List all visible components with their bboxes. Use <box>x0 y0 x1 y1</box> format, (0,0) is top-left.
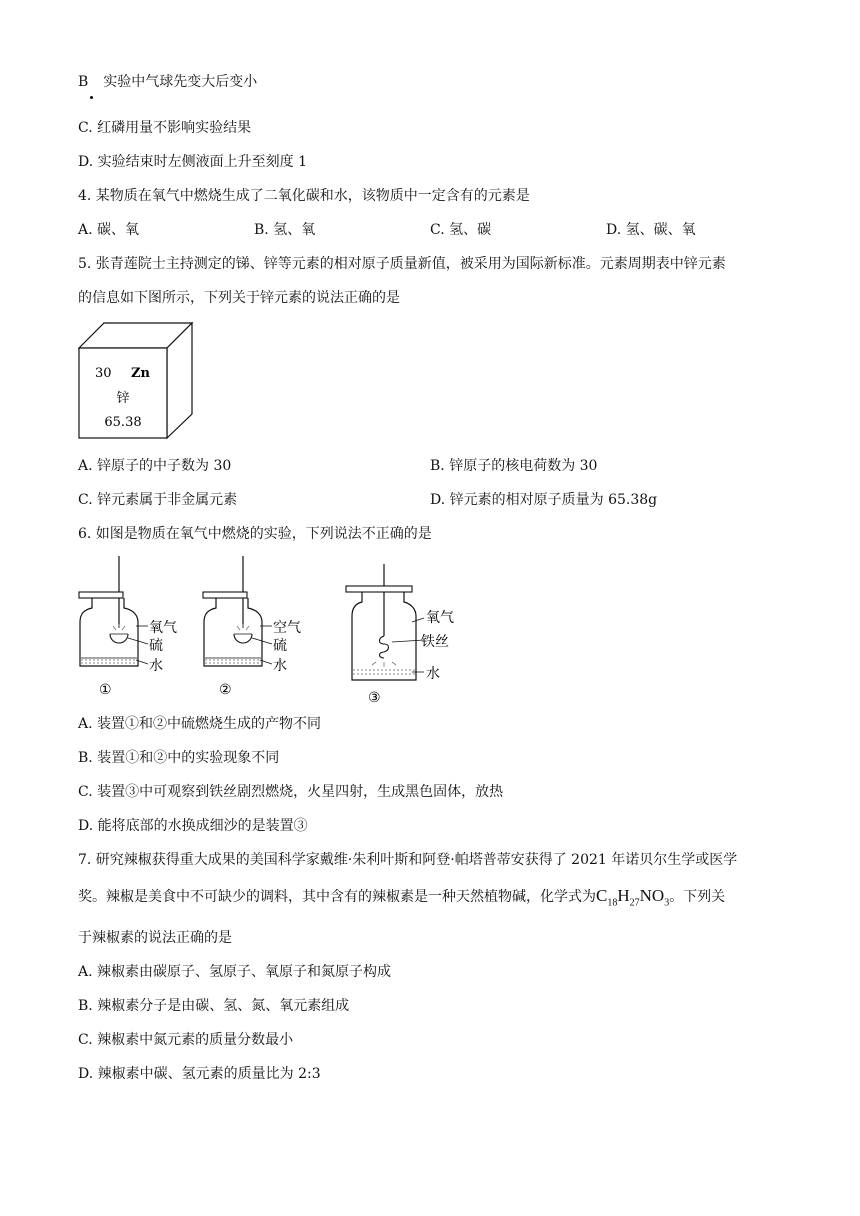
app3-substance-label: 铁丝 <box>421 634 449 650</box>
element-symbol: Zn <box>131 366 150 381</box>
app3-gas-label: 氧气 <box>426 610 454 626</box>
q3-option-b-letter: B <box>78 74 89 90</box>
q7-option-b: B. 辣椒素分子是由碳、氢、氮、氧元素组成 <box>78 998 350 1014</box>
app2-liquid-label: 水 <box>273 658 287 674</box>
q7-stem-line2-pre: 奖。辣椒是美食中不可缺少的调料，其中含有的辣椒素是一种天然植物碱，化学式为 <box>78 889 596 905</box>
app2-number: ② <box>219 682 232 698</box>
q6-option-c: C. 装置③中可观察到铁丝剧烈燃烧，火星四射，生成黑色固体，放热 <box>78 784 504 800</box>
q5-option-d: D. 锌元素的相对原子质量为 65.38g <box>430 492 658 508</box>
q5-option-a: A. 锌原子的中子数为 30 <box>78 458 232 474</box>
q4-option-c: C. 氢、碳 <box>430 222 492 238</box>
q7-stem-line3: 于辣椒素的说法正确的是 <box>78 930 232 946</box>
capsaicin-formula: $C_{18}H_{27}NO_3$ <box>596 886 670 909</box>
q7-option-d: D. 辣椒素中碳、氢元素的质量比为 2:3 <box>78 1066 321 1082</box>
q5-stem-line2: 的信息如下图所示，下列关于锌元素的说法正确的是 <box>78 290 400 306</box>
element-card-figure <box>78 322 194 440</box>
app1-substance-label: 硫 <box>149 638 163 654</box>
q3-option-b <box>78 72 257 92</box>
app1-gas-label: 氧气 <box>149 620 177 636</box>
element-name: 锌 <box>116 391 130 406</box>
stray-dot <box>90 96 93 99</box>
q6-stem: 6. 如图是物质在氧气中燃烧的实验，下列说法不正确的是 <box>78 526 432 542</box>
q7-stem-line2-post: 。下列关 <box>669 889 726 905</box>
app2-substance-label: 硫 <box>273 638 287 654</box>
app2-gas-label: 空气 <box>273 620 301 636</box>
q5-option-c: C. 锌元素属于非金属元素 <box>78 492 238 508</box>
q7-stem-line1: 7. 研究辣椒获得重大成果的美国科学家戴维·朱利叶斯和阿登·帕塔普蒂安获得了 2021 年诺贝尔生学或医学 <box>78 852 738 868</box>
app3-number: ③ <box>368 690 381 706</box>
q6-option-a: A. 装置①和②中硫燃烧生成的产物不同 <box>78 716 322 732</box>
q5-stem-line1: 5. 张青莲院士主持测定的锑、锌等元素的相对原子质量新值，被采用为国际新标准。元素周期表中锌元素 <box>78 256 726 272</box>
q4-stem: 4. 某物质在氧气中燃烧生成了二氧化碳和水，该物质中一定含有的元素是 <box>78 188 530 204</box>
q6-option-d: D. 能将底部的水换成细沙的是装置③ <box>78 818 308 834</box>
q7-stem-line2 <box>78 886 725 913</box>
q6-option-b: B. 装置①和②中的实验现象不同 <box>78 750 280 766</box>
q3-option-b-text: 实验中气球先变大后变小 <box>103 74 258 90</box>
q3-option-d: D. 实验结束时左侧液面上升至刻度 1 <box>78 154 307 170</box>
q4-option-b: B. 氢、氧 <box>254 222 316 238</box>
q5-option-b: B. 锌原子的核电荷数为 30 <box>430 458 598 474</box>
combustion-apparatus-figure <box>76 556 466 708</box>
app1-liquid-label: 水 <box>149 658 163 674</box>
apparatus-1 <box>79 556 177 698</box>
apparatus-3 <box>346 564 454 706</box>
element-atomic-number: 30 <box>95 366 112 381</box>
element-mass: 65.38 <box>104 415 142 430</box>
q3-option-c: C. 红磷用量不影响实验结果 <box>78 120 252 136</box>
apparatus-2 <box>203 556 301 698</box>
q4-option-d: D. 氢、碳、氧 <box>606 222 696 238</box>
q7-option-a: A. 辣椒素由碳原子、氢原子、氧原子和氮原子构成 <box>78 964 392 980</box>
q4-option-a: A. 碳、氧 <box>78 222 140 238</box>
q7-option-c: C. 辣椒素中氮元素的质量分数最小 <box>78 1032 294 1048</box>
app3-liquid-label: 水 <box>426 666 440 682</box>
app1-number: ① <box>99 682 112 698</box>
